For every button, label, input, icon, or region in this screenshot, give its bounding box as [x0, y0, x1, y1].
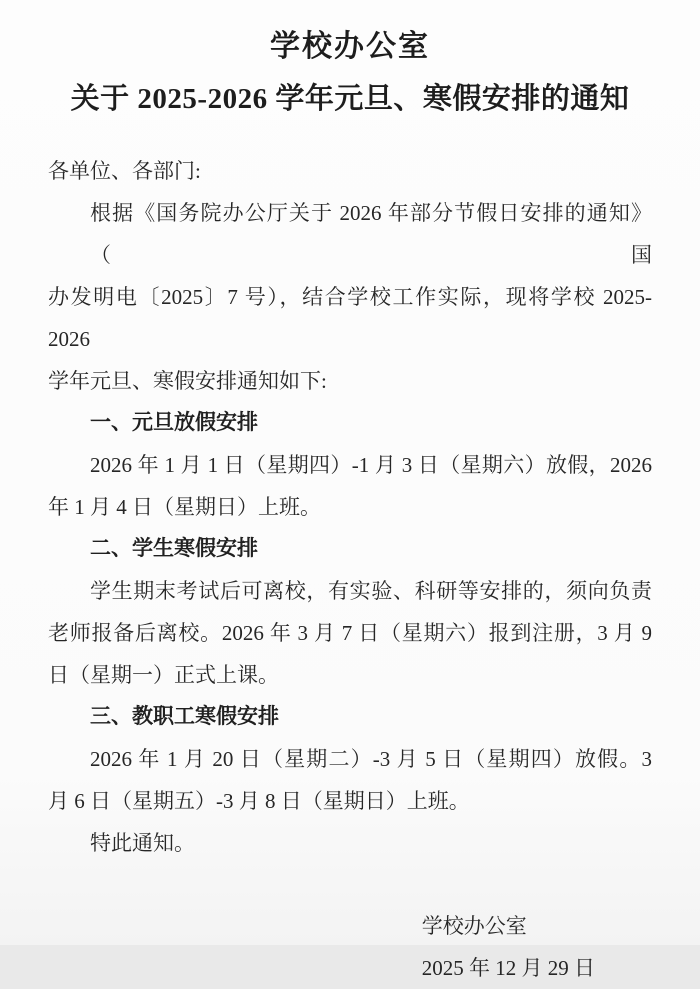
section-2-line: 学生期末考试后可离校，有实验、科研等安排的，须向负责 [90, 579, 652, 603]
section-1-line: 年 1 月 4 日（星期日）上班。 [48, 495, 321, 519]
closing-line: 特此通知。 [90, 831, 195, 855]
intro-line: 办发明电〔2025〕7 号），结合学校工作实际，现将学校 2025-2026 [48, 285, 652, 351]
intro-line: 根据《国务院办公厅关于 2026 年部分节假日安排的通知》（国 [90, 201, 652, 267]
doc-subtitle: 关于 2025-2026 学年元旦、寒假安排的通知 [70, 83, 630, 115]
signature-block [422, 905, 595, 989]
section-3-heading: 三、教职工寒假安排 [90, 705, 279, 728]
intro-line: 学年元旦、寒假安排通知如下: [48, 369, 327, 393]
signature-date: 2025 年 12 月 29 日 [421, 956, 595, 980]
section-2-line: 老师报备后离校。2026 年 3 月 7 日（星期六）报到注册，3 月 9 [48, 621, 652, 645]
section-2-line: 日（星期一）正式上课。 [48, 663, 279, 687]
section-2-heading: 二、学生寒假安排 [90, 537, 258, 560]
section-3-line: 月 6 日（星期五）-3 月 8 日（星期日）上班。 [48, 789, 470, 813]
doc-title: 学校办公室 [270, 30, 430, 63]
section-1-line: 2026 年 1 月 1 日（星期四）-1 月 3 日（星期六）放假，2026 [90, 453, 652, 477]
section-1-heading: 一、元旦放假安排 [90, 411, 258, 434]
salutation: 各单位、各部门: [48, 159, 201, 183]
signature-org: 学校办公室 [421, 914, 527, 938]
section-3-line: 2026 年 1 月 20 日（星期二）-3 月 5 日（星期四）放假。3 [90, 747, 652, 771]
doc-body [48, 150, 652, 989]
